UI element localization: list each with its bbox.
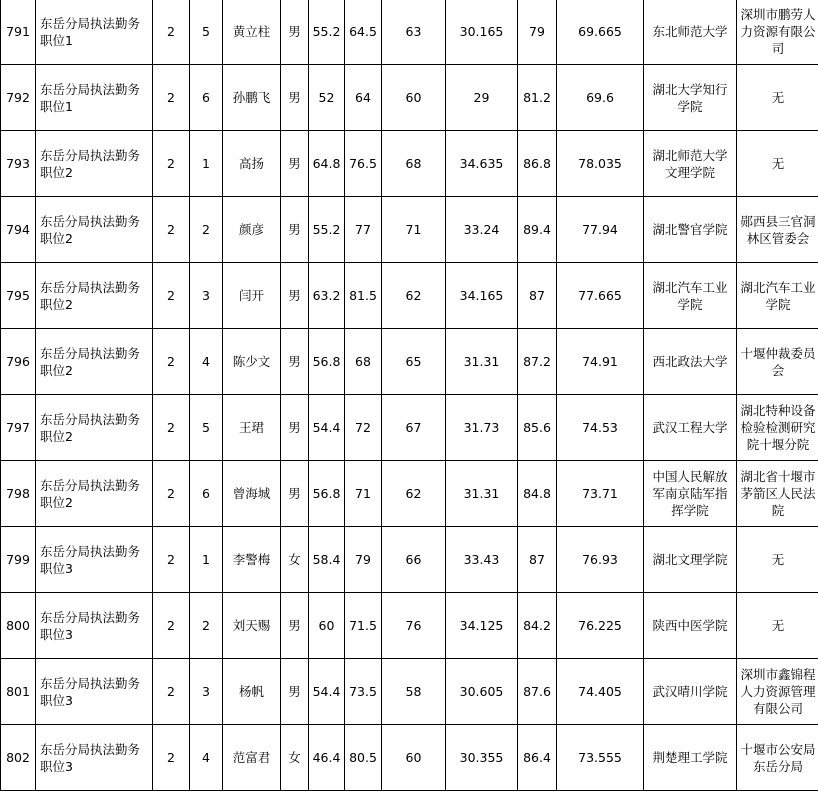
cell-school: 东北师范大学 bbox=[644, 0, 737, 65]
cell-score-2: 73.5 bbox=[345, 659, 382, 725]
cell-number: 796 bbox=[1, 329, 36, 395]
cell-score-4: 31.31 bbox=[446, 461, 518, 527]
cell-employer: 十堰仲裁委员会 bbox=[737, 329, 818, 395]
cell-gender: 男 bbox=[281, 0, 309, 65]
cell-employer: 湖北特种设备检验检测研究院十堰分院 bbox=[737, 395, 818, 461]
cell-score-5: 84.2 bbox=[518, 593, 557, 659]
cell-score-2: 71 bbox=[345, 461, 382, 527]
cell-school: 武汉晴川学院 bbox=[644, 659, 737, 725]
cell-score-5: 87 bbox=[518, 263, 557, 329]
cell-total: 76.93 bbox=[557, 527, 644, 593]
cell-name: 陈少文 bbox=[223, 329, 281, 395]
cell-score-5: 87.2 bbox=[518, 329, 557, 395]
cell-name: 李警梅 bbox=[223, 527, 281, 593]
cell-total: 69.665 bbox=[557, 0, 644, 65]
cell-total: 76.225 bbox=[557, 593, 644, 659]
cell-employer: 无 bbox=[737, 593, 818, 659]
cell-number: 800 bbox=[1, 593, 36, 659]
cell-group: 2 bbox=[153, 65, 190, 131]
cell-total: 77.665 bbox=[557, 263, 644, 329]
cell-score-4: 30.165 bbox=[446, 0, 518, 65]
cell-position: 东岳分局执法勤务职位1 bbox=[36, 0, 153, 65]
cell-name: 颜彦 bbox=[223, 197, 281, 263]
cell-number: 794 bbox=[1, 197, 36, 263]
cell-score-2: 81.5 bbox=[345, 263, 382, 329]
cell-gender: 男 bbox=[281, 659, 309, 725]
cell-score-5: 86.4 bbox=[518, 725, 557, 791]
cell-total: 69.6 bbox=[557, 65, 644, 131]
cell-position: 东岳分局执法勤务职位3 bbox=[36, 593, 153, 659]
table-row bbox=[1, 659, 818, 725]
cell-number: 795 bbox=[1, 263, 36, 329]
cell-score-1: 63.2 bbox=[309, 263, 345, 329]
cell-number: 802 bbox=[1, 725, 36, 791]
cell-school: 陕西中医学院 bbox=[644, 593, 737, 659]
cell-name: 高扬 bbox=[223, 131, 281, 197]
cell-score-5: 86.8 bbox=[518, 131, 557, 197]
table-row bbox=[1, 725, 818, 791]
table-row bbox=[1, 65, 818, 131]
cell-rank: 4 bbox=[190, 329, 223, 395]
cell-group: 2 bbox=[153, 659, 190, 725]
cell-score-2: 79 bbox=[345, 527, 382, 593]
cell-name: 刘天赐 bbox=[223, 593, 281, 659]
table-row bbox=[1, 395, 818, 461]
table-row bbox=[1, 263, 818, 329]
cell-rank: 1 bbox=[190, 527, 223, 593]
cell-score-5: 87 bbox=[518, 527, 557, 593]
cell-gender: 男 bbox=[281, 131, 309, 197]
cell-rank: 2 bbox=[190, 197, 223, 263]
cell-score-5: 89.4 bbox=[518, 197, 557, 263]
cell-score-1: 56.8 bbox=[309, 461, 345, 527]
cell-position: 东岳分局执法勤务职位2 bbox=[36, 395, 153, 461]
cell-group: 2 bbox=[153, 197, 190, 263]
cell-employer: 深圳市鑫锦程人力资源管理有限公司 bbox=[737, 659, 818, 725]
table-row bbox=[1, 329, 818, 395]
cell-total: 74.91 bbox=[557, 329, 644, 395]
cell-group: 2 bbox=[153, 527, 190, 593]
cell-score-3: 67 bbox=[382, 395, 446, 461]
cell-position: 东岳分局执法勤务职位3 bbox=[36, 659, 153, 725]
cell-gender: 男 bbox=[281, 329, 309, 395]
cell-rank: 5 bbox=[190, 0, 223, 65]
cell-score-1: 52 bbox=[309, 65, 345, 131]
cell-score-3: 60 bbox=[382, 725, 446, 791]
cell-gender: 女 bbox=[281, 725, 309, 791]
cell-score-3: 76 bbox=[382, 593, 446, 659]
cell-employer: 郧西县三官洞林区管委会 bbox=[737, 197, 818, 263]
cell-gender: 男 bbox=[281, 263, 309, 329]
cell-score-4: 30.605 bbox=[446, 659, 518, 725]
cell-school: 中国人民解放军南京陆军指挥学院 bbox=[644, 461, 737, 527]
cell-gender: 男 bbox=[281, 593, 309, 659]
cell-rank: 3 bbox=[190, 263, 223, 329]
cell-score-3: 60 bbox=[382, 65, 446, 131]
cell-employer: 湖北省十堰市茅箭区人民法院 bbox=[737, 461, 818, 527]
cell-rank: 5 bbox=[190, 395, 223, 461]
cell-rank: 6 bbox=[190, 461, 223, 527]
cell-position: 东岳分局执法勤务职位3 bbox=[36, 725, 153, 791]
cell-employer: 无 bbox=[737, 131, 818, 197]
cell-score-5: 81.2 bbox=[518, 65, 557, 131]
cell-position: 东岳分局执法勤务职位1 bbox=[36, 65, 153, 131]
cell-rank: 6 bbox=[190, 65, 223, 131]
cell-school: 湖北警官学院 bbox=[644, 197, 737, 263]
cell-score-4: 30.355 bbox=[446, 725, 518, 791]
cell-group: 2 bbox=[153, 395, 190, 461]
cell-score-5: 84.8 bbox=[518, 461, 557, 527]
cell-score-1: 60 bbox=[309, 593, 345, 659]
cell-group: 2 bbox=[153, 0, 190, 65]
cell-score-3: 68 bbox=[382, 131, 446, 197]
cell-gender: 男 bbox=[281, 395, 309, 461]
cell-name: 杨帆 bbox=[223, 659, 281, 725]
cell-position: 东岳分局执法勤务职位2 bbox=[36, 263, 153, 329]
cell-name: 范富君 bbox=[223, 725, 281, 791]
cell-group: 2 bbox=[153, 131, 190, 197]
cell-score-1: 58.4 bbox=[309, 527, 345, 593]
cell-score-4: 34.125 bbox=[446, 593, 518, 659]
cell-school: 荆楚理工学院 bbox=[644, 725, 737, 791]
cell-employer: 深圳市鹏劳人力资源有限公司 bbox=[737, 0, 818, 65]
cell-employer: 湖北汽车工业学院 bbox=[737, 263, 818, 329]
cell-employer: 无 bbox=[737, 65, 818, 131]
cell-score-1: 46.4 bbox=[309, 725, 345, 791]
cell-position: 东岳分局执法勤务职位2 bbox=[36, 329, 153, 395]
cell-group: 2 bbox=[153, 593, 190, 659]
table-row bbox=[1, 593, 818, 659]
cell-number: 792 bbox=[1, 65, 36, 131]
cell-score-3: 58 bbox=[382, 659, 446, 725]
cell-total: 73.71 bbox=[557, 461, 644, 527]
cell-score-3: 62 bbox=[382, 461, 446, 527]
cell-school: 西北政法大学 bbox=[644, 329, 737, 395]
cell-total: 74.405 bbox=[557, 659, 644, 725]
cell-school: 武汉工程大学 bbox=[644, 395, 737, 461]
cell-total: 73.555 bbox=[557, 725, 644, 791]
cell-rank: 3 bbox=[190, 659, 223, 725]
cell-score-2: 80.5 bbox=[345, 725, 382, 791]
cell-score-2: 68 bbox=[345, 329, 382, 395]
cell-group: 2 bbox=[153, 461, 190, 527]
cell-number: 801 bbox=[1, 659, 36, 725]
cell-employer: 无 bbox=[737, 527, 818, 593]
cell-score-1: 54.4 bbox=[309, 395, 345, 461]
cell-score-5: 85.6 bbox=[518, 395, 557, 461]
cell-score-1: 64.8 bbox=[309, 131, 345, 197]
cell-score-3: 71 bbox=[382, 197, 446, 263]
cell-position: 东岳分局执法勤务职位2 bbox=[36, 197, 153, 263]
cell-score-2: 77 bbox=[345, 197, 382, 263]
cell-group: 2 bbox=[153, 329, 190, 395]
cell-name: 孙鹏飞 bbox=[223, 65, 281, 131]
table-row bbox=[1, 527, 818, 593]
cell-score-2: 64 bbox=[345, 65, 382, 131]
cell-gender: 女 bbox=[281, 527, 309, 593]
cell-school: 湖北汽车工业学院 bbox=[644, 263, 737, 329]
cell-name: 曾海城 bbox=[223, 461, 281, 527]
cell-score-4: 29 bbox=[446, 65, 518, 131]
cell-total: 74.53 bbox=[557, 395, 644, 461]
cell-score-5: 79 bbox=[518, 0, 557, 65]
cell-school: 湖北文理学院 bbox=[644, 527, 737, 593]
cell-gender: 男 bbox=[281, 461, 309, 527]
cell-gender: 男 bbox=[281, 65, 309, 131]
cell-score-1: 55.2 bbox=[309, 0, 345, 65]
cell-score-5: 87.6 bbox=[518, 659, 557, 725]
cell-position: 东岳分局执法勤务职位2 bbox=[36, 131, 153, 197]
cell-gender: 男 bbox=[281, 197, 309, 263]
cell-score-2: 64.5 bbox=[345, 0, 382, 65]
cell-score-2: 76.5 bbox=[345, 131, 382, 197]
cell-group: 2 bbox=[153, 263, 190, 329]
table-row bbox=[1, 131, 818, 197]
cell-position: 东岳分局执法勤务职位2 bbox=[36, 461, 153, 527]
cell-total: 77.94 bbox=[557, 197, 644, 263]
cell-school: 湖北师范大学文理学院 bbox=[644, 131, 737, 197]
cell-number: 799 bbox=[1, 527, 36, 593]
cell-score-4: 34.635 bbox=[446, 131, 518, 197]
cell-school: 湖北大学知行学院 bbox=[644, 65, 737, 131]
cell-rank: 1 bbox=[190, 131, 223, 197]
table-row bbox=[1, 197, 818, 263]
table-row bbox=[1, 0, 818, 65]
cell-score-1: 54.4 bbox=[309, 659, 345, 725]
cell-rank: 2 bbox=[190, 593, 223, 659]
cell-group: 2 bbox=[153, 725, 190, 791]
cell-score-3: 63 bbox=[382, 0, 446, 65]
cell-score-3: 66 bbox=[382, 527, 446, 593]
cell-rank: 4 bbox=[190, 725, 223, 791]
cell-score-1: 55.2 bbox=[309, 197, 345, 263]
cell-score-2: 72 bbox=[345, 395, 382, 461]
cell-number: 797 bbox=[1, 395, 36, 461]
cell-position: 东岳分局执法勤务职位3 bbox=[36, 527, 153, 593]
cell-name: 黄立柱 bbox=[223, 0, 281, 65]
cell-score-3: 62 bbox=[382, 263, 446, 329]
cell-score-4: 34.165 bbox=[446, 263, 518, 329]
cell-total: 78.035 bbox=[557, 131, 644, 197]
cell-employer: 十堰市公安局东岳分局 bbox=[737, 725, 818, 791]
cell-score-4: 33.43 bbox=[446, 527, 518, 593]
cell-score-4: 31.73 bbox=[446, 395, 518, 461]
cell-name: 闫开 bbox=[223, 263, 281, 329]
cell-name: 王珺 bbox=[223, 395, 281, 461]
cell-score-1: 56.8 bbox=[309, 329, 345, 395]
cell-score-4: 31.31 bbox=[446, 329, 518, 395]
cell-number: 791 bbox=[1, 0, 36, 65]
table-row bbox=[1, 461, 818, 527]
cell-score-4: 33.24 bbox=[446, 197, 518, 263]
cell-score-2: 71.5 bbox=[345, 593, 382, 659]
cell-number: 798 bbox=[1, 461, 36, 527]
cell-score-3: 65 bbox=[382, 329, 446, 395]
cell-number: 793 bbox=[1, 131, 36, 197]
